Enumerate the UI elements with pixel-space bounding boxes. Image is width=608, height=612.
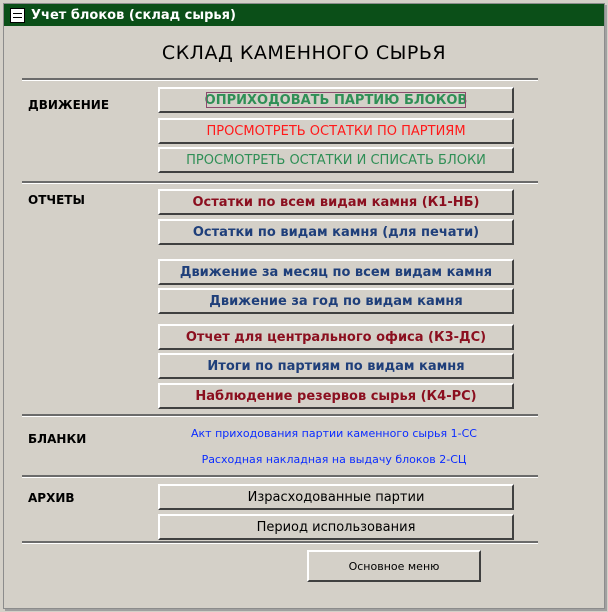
section-label-archive: АРХИВ — [28, 491, 75, 505]
archive-used-batches-button[interactable]: Израсходованные партии — [158, 484, 514, 510]
form-content — [4, 26, 604, 608]
report-balances-all-stone-button[interactable]: Остатки по всем видам камня (К1-НБ) — [158, 189, 514, 215]
view-balances-writeoff-button[interactable]: ПРОСМОТРЕТЬ ОСТАТКИ И СПИСАТЬ БЛОКИ — [158, 147, 514, 173]
form-receipt-act-link[interactable]: Акт приходования партии каменного сырья 1-СС — [191, 427, 477, 440]
divider-top — [22, 78, 538, 81]
report-month-movement-button[interactable]: Движение за месяц по всем видам камня — [158, 259, 514, 285]
title-bar[interactable] — [4, 4, 604, 26]
report-year-movement-button[interactable]: Движение за год по видам камня — [158, 288, 514, 314]
report-batch-totals-button[interactable]: Итоги по партиям по видам камня — [158, 353, 514, 379]
divider-movement-reports — [22, 181, 538, 184]
page-title: СКЛАД КАМЕННОГО СЫРЬЯ — [161, 42, 447, 64]
divider-reports-forms — [22, 414, 538, 417]
section-label-forms: БЛАНКИ — [28, 432, 87, 446]
report-balances-print-button[interactable]: Остатки по видам камня (для печати) — [158, 219, 514, 245]
section-label-movement: ДВИЖЕНИЕ — [28, 98, 110, 112]
receive-batch-button[interactable]: ОПРИХОДОВАТЬ ПАРТИЮ БЛОКОВ — [158, 87, 514, 113]
divider-forms-archive — [22, 475, 538, 478]
archive-usage-period-button[interactable]: Период использования — [158, 514, 514, 540]
report-raw-reserves-button[interactable]: Наблюдение резервов сырья (К4-РС) — [158, 383, 514, 409]
section-label-reports: ОТЧЕТЫ — [28, 193, 85, 207]
form-issue-invoice-link[interactable]: Расходная накладная на выдачу блоков 2-СЦ — [201, 453, 467, 466]
divider-footer — [22, 541, 538, 544]
app-window — [3, 3, 605, 609]
view-batch-balances-button[interactable]: ПРОСМОТРЕТЬ ОСТАТКИ ПО ПАРТИЯМ — [158, 118, 514, 144]
report-central-office-button[interactable]: Отчет для центрального офиса (К3-ДС) — [158, 324, 514, 350]
form-icon — [10, 8, 25, 23]
main-menu-button[interactable]: Основное меню — [307, 550, 481, 582]
window-title: Учет блоков (склад сырья) — [31, 7, 236, 23]
